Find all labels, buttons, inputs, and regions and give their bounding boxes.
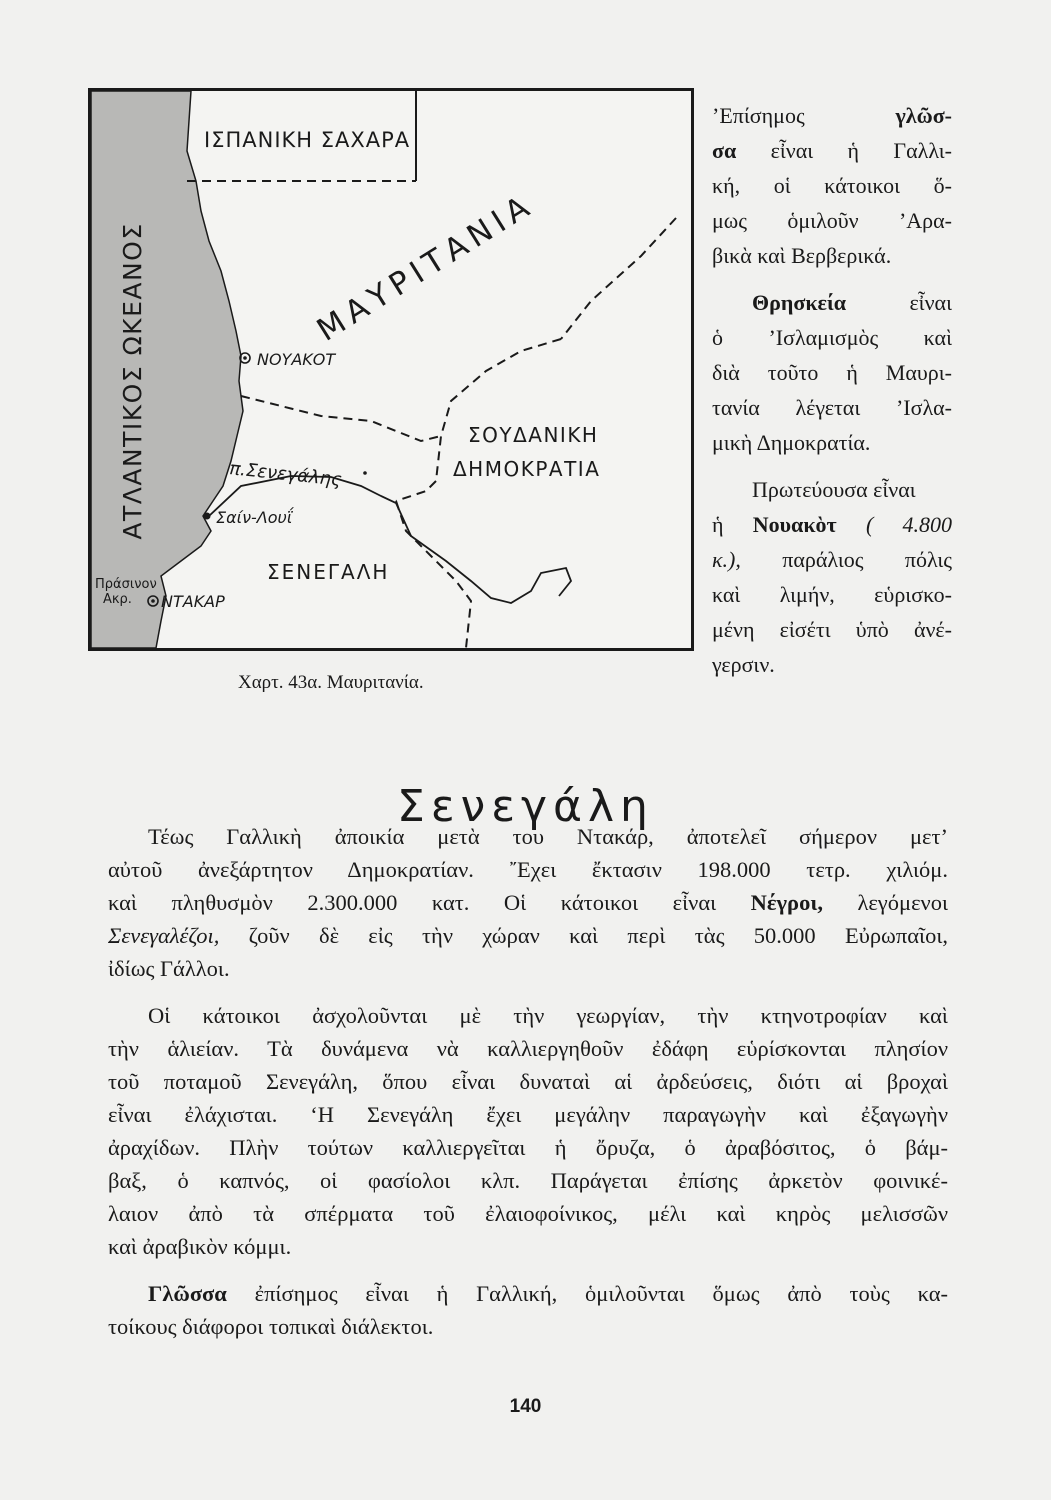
body-line: αὐτοῦ ἀνεξάρτητον Δημοκρατίαν. ῎Εχει ἔκτασιν 198.000 τετρ. χιλιόμ. — [108, 857, 948, 882]
dakar-label: ΝΤΑΚΑΡ — [161, 592, 225, 611]
border-line — [561, 218, 676, 339]
body-bold-term: Νέγροι, — [750, 890, 823, 915]
map-caption: Χαρτ. 43α. Μαυριτανία. — [238, 672, 424, 693]
body-line: τὴν ἁλιείαν. Τὰ δυνάμενα νὰ καλλιεργηθοῦν ἐδάφη εὑρίσκονται πλησίον — [108, 1036, 948, 1061]
cape-label-line2: Ακρ. — [103, 592, 132, 607]
body-italic-term: Σενεγαλέζοι, — [108, 923, 220, 948]
dakar-marker-dot — [151, 599, 155, 603]
body-line: ἰδίως Γάλλοι. — [108, 956, 230, 981]
sidebar-line: βικὰ καὶ Βερβερικά. — [712, 243, 892, 268]
sidebar-line: τανία λέγεται ’Ισλα- — [712, 395, 952, 420]
nouakchott-label: ΝΟΥΑΚΟΤ — [257, 350, 336, 369]
spanish-sahara-label: ΙΣΠΑΝΙΚΗ ΣΑΧΑΡΑ — [204, 128, 411, 152]
body-line: τοῦ ποταμοῦ Σενεγάλη, ὅπου εἶναι δυναταὶ αἱ ἀρδεύσεις, διότι αἱ βροχαὶ — [108, 1069, 948, 1094]
sidebar-line: μικὴ Δημοκρατία. — [712, 430, 871, 455]
saint-louis-label: Σαίν-Λουΐ — [216, 508, 293, 527]
sidebar-line: μένη εἰσέτι ὑπὸ ἀνέ- — [712, 617, 952, 642]
sidebar-text-run: ’Επίσημος — [712, 103, 805, 128]
body-paragraph-1 — [108, 820, 948, 985]
sidebar-line: γερσιν. — [712, 652, 775, 677]
sidebar-text-run: παράλιος πόλις — [782, 547, 952, 572]
body-paragraph-3 — [108, 1277, 948, 1343]
map-dot — [363, 471, 367, 475]
sudan-label-line2: ΔΗΜΟΚΡΑΤΙΑ — [453, 457, 601, 481]
body-text — [108, 820, 948, 1357]
body-text-run: ζοῦν δὲ εἰς τὴν χώραν καὶ περὶ τὰς 50.000 Εὐρωπαῖοι, — [248, 923, 949, 948]
nouakchott-marker-dot — [243, 356, 247, 360]
sidebar-paragraph-language — [712, 98, 952, 273]
sidebar-italic-run: κ.), — [712, 547, 741, 572]
river-label: π.Σενεγάλης — [228, 458, 343, 491]
saint-louis-marker — [204, 513, 211, 520]
sidebar-bold-term: Νουακὸτ — [752, 512, 837, 537]
ocean-label: ΑΤΛΑΝΤΙΚΟΣ ΩΚΕΑΝΟΣ — [118, 222, 147, 540]
sidebar-text-run: ἡ — [712, 512, 724, 537]
sidebar-text — [712, 98, 952, 694]
body-bold-term: Γλῶσσα — [148, 1281, 227, 1306]
sea-area — [91, 91, 243, 648]
sidebar-italic-run: ( 4.800 — [865, 512, 952, 537]
body-text-run: καὶ πληθυσμὸν 2.300.000 κατ. Οἱ κάτοικοι εἶναι — [108, 890, 717, 915]
sidebar-line: κή, οἱ κάτοικοι ὅ- — [712, 173, 952, 198]
sidebar-bold-term: γλῶσ- — [895, 103, 952, 128]
sidebar-line: ὁ ’Ισλαμισμὸς καὶ — [712, 325, 952, 350]
sidebar-text-run: εἶναι ἡ Γαλλι- — [770, 138, 952, 163]
sidebar-bold-term: Θρησκεία — [752, 290, 847, 315]
body-line: λαιον ἀπὸ τὰ σπέρματα τοῦ ἐλαιοφοίνικος, μέλι καὶ κηρὸς μελισσῶν — [108, 1201, 948, 1226]
body-line: Οἱ κάτοικοι ἀσχολοῦνται μὲ τὴν γεωργίαν, τὴν κτηνοτροφίαν καὶ — [148, 1003, 948, 1028]
body-line: τοίκους διάφοροι τοπικαὶ διάλεκτοι. — [108, 1314, 434, 1339]
border-line — [396, 501, 471, 648]
cape-label-line1: Πράσινον — [95, 577, 157, 592]
map-svg — [91, 91, 691, 648]
sidebar-line: Πρωτεύουσα εἶναι — [752, 477, 916, 502]
section-heading: Σενεγάλη — [397, 781, 654, 833]
body-line: εἶναι ἐλάχισται. ‘Η Σενεγάλη ἔχει μεγάλην παραγωγὴν καὶ ἐξαγωγὴν — [108, 1102, 948, 1127]
border-line — [241, 396, 441, 441]
sidebar-bold-term: σα — [712, 138, 737, 163]
body-line: Τέως Γαλλικὴ ἀποικία μετὰ του Ντακάρ, ἀποτελεῖ σήμερον μετ’ — [148, 824, 948, 849]
sidebar-line: καὶ λιμήν, εὑρισκο- — [712, 582, 952, 607]
sidebar-paragraph-capital — [712, 472, 952, 682]
sudan-label-line1: ΣΟΥΔΑΝΙΚΗ — [468, 423, 599, 447]
body-line: ἀραχίδων. Πλὴν τούτων καλλιεργεῖται ἡ ὄρυζα, ὁ ἀραβόσιτος, ὁ βάμ- — [108, 1135, 948, 1160]
border-line — [396, 481, 436, 501]
mauritania-label: ΜΑΥΡΙΤΑΝΙΑ — [310, 186, 541, 349]
body-line: βαξ, ὁ καπνός, οἱ φασίολοι κλπ. Παράγεται ἐπίσης ἀρκετὸν φοινικέ- — [108, 1168, 948, 1193]
sidebar-paragraph-religion — [712, 285, 952, 460]
senegal-river — [209, 476, 571, 603]
body-line: καὶ ἀραβικὸν κόμμι. — [108, 1234, 292, 1259]
page-number: 140 — [509, 1396, 542, 1417]
sidebar-line: διὰ τοῦτο ἡ Μαυρι- — [712, 360, 952, 385]
body-text-run: ἐπίσημος εἶναι ἡ Γαλλική, ὁμιλοῦνται ὅμως ἀπὸ τοὺς κα- — [254, 1281, 948, 1306]
senegal-label: ΣΕΝΕΓΑΛΗ — [267, 560, 390, 584]
sidebar-line: μως ὁμιλοῦν ’Αρα- — [712, 208, 952, 233]
sidebar-text-run: εἶναι — [909, 290, 952, 315]
map-figure — [88, 88, 694, 651]
body-text-run: λεγόμενοι — [857, 890, 948, 915]
body-paragraph-2 — [108, 999, 948, 1263]
